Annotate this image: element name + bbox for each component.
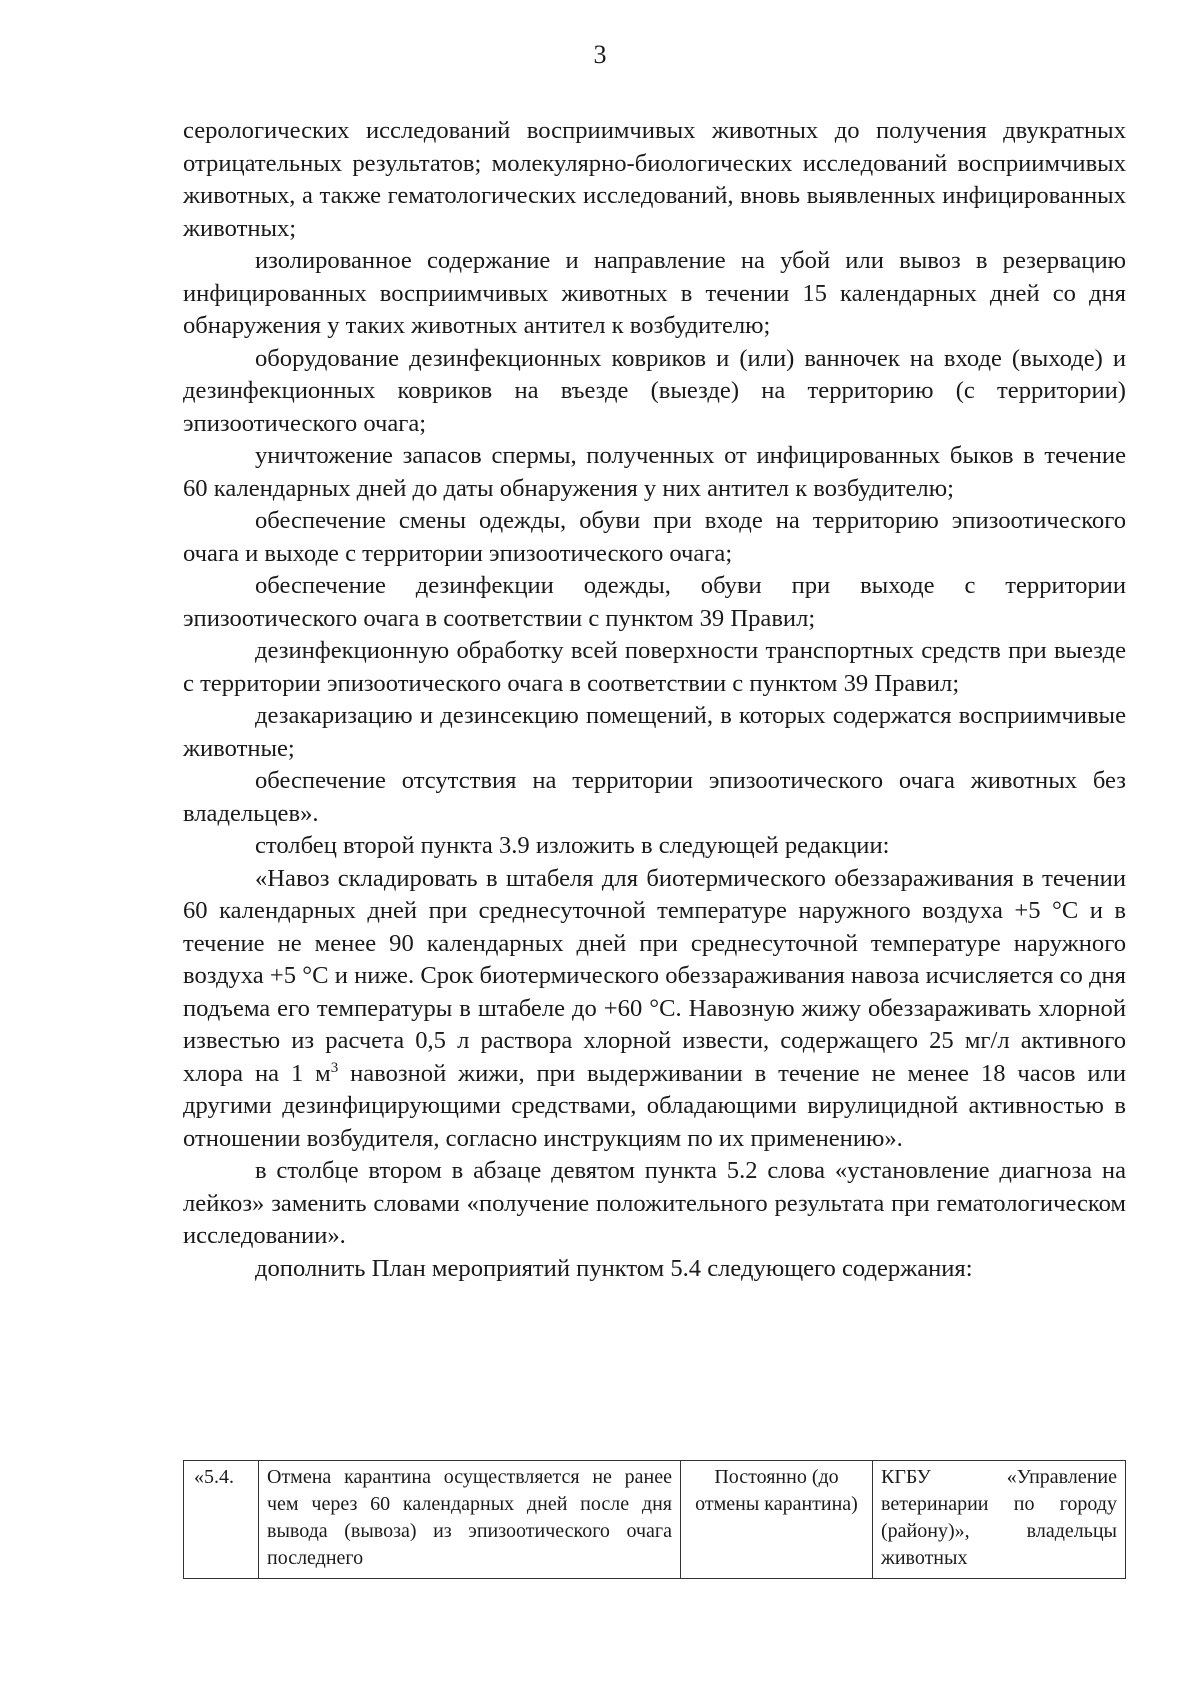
measure-cell: Отмена карантина осуществляется не ранее чем через 60 календарных дней после дня вывода (вывоза) из эпизоотического очага последнего	[259, 1461, 681, 1579]
manure-text-part-2: навозной жижи, при выдерживании в течение не менее 18 часов или другими дезинфицирующими средствами, обладающими вирулицидной активностью в отношении возбудителя, согласно инструкциям по их применению».	[183, 1059, 1126, 1152]
table-row	[184, 1461, 1126, 1579]
paragraph-column-3-9: столбец второй пункта 3.9 изложить в следующей редакции:	[255, 832, 890, 859]
paragraph-disinfection-mats: оборудование дезинфекционных ковриков и (или) ванночек на входе (выходе) и дезинфекционных ковриков на въезде (выезде) на территорию (с территории) эпизоотического очага;	[183, 344, 1126, 437]
paragraph-isolation: изолированное содержание и направление на убой или вывоз в резервацию инфицированных восприимчивых животных в течении 15 календарных дней со дня обнаружения у таких животных антител к возбудителю;	[183, 247, 1126, 339]
paragraph-clothing-disinfection: обеспечение дезинфекции одежды, обуви при выходе с территории эпизоотического очага в соответствии с пунктом 39 Правил;	[183, 572, 1126, 632]
paragraph-clothing-change: обеспечение смены одежды, обуви при входе на территорию эпизоотического очага и выходе с территории эпизоотического очага;	[183, 507, 1126, 567]
paragraph-item-5-2: в столбце втором в абзаце девятом пункта 5.2 слова «установление диагноза на лейкоз» заменить словами «получение положительного результата при гематологическом исследовании».	[183, 1157, 1126, 1249]
document-body	[183, 115, 1126, 1285]
manure-text-part-1: «Навоз складировать в штабеля для биотермического обеззараживания в течении 60 календарных дней при среднесуточной температуре наружного воздуха +5 °С и в течение не менее 90 календарных дней при среднесуточной температуре наружного воздуха +5 °С и ниже. Срок биотермического обеззараживания навоза исчисляется со дня подъема его температуры в штабеле до +60 °С. Навозную жижу обеззараживать хлорной известью из расчета 0,5 л раствора хлорной извести, содержащего 25 мг/л активного хлора на 1 м	[183, 864, 1126, 1087]
paragraph-vehicle-disinfection: дезинфекционную обработку всей поверхности транспортных средств при выезде с территории эпизоотического очага в соответствии с пунктом 39 Правил;	[183, 637, 1126, 697]
page-number: 3	[593, 40, 607, 69]
paragraph-serology: серологических исследований восприимчивых животных до получения двукратных отрицательных результатов; молекулярно-биологических исследований восприимчивых животных, а также гематологических исследований, вновь выявленных инфицированных животных;	[183, 117, 1126, 242]
paragraph-stray-animals: обеспечение отсутствия на территории эпизоотического очага животных без владельцев».	[183, 767, 1126, 827]
paragraph-semen-destruction: уничтожение запасов спермы, полученных от инфицированных быков в течение 60 календарных дней до даты обнаружения у них антител к возбудителю;	[183, 442, 1126, 502]
item-number-cell: «5.4.	[184, 1461, 259, 1579]
superscript-cubic: 3	[330, 1059, 339, 1076]
responsible-cell: КГБУ «Управление ветеринарии по городу (району)», владельцы животных	[873, 1461, 1126, 1579]
deadline-cell: Постоянно (до отмены карантина)	[681, 1461, 873, 1579]
paragraph-disinsection: дезакаризацию и дезинсекцию помещений, в которых содержатся восприимчивые животные;	[183, 702, 1126, 762]
paragraph-add-item-5-4: дополнить План мероприятий пунктом 5.4 следующего содержания:	[255, 1254, 973, 1282]
paragraph-manure	[183, 863, 1126, 1156]
measures-plan-table	[183, 1460, 1126, 1579]
